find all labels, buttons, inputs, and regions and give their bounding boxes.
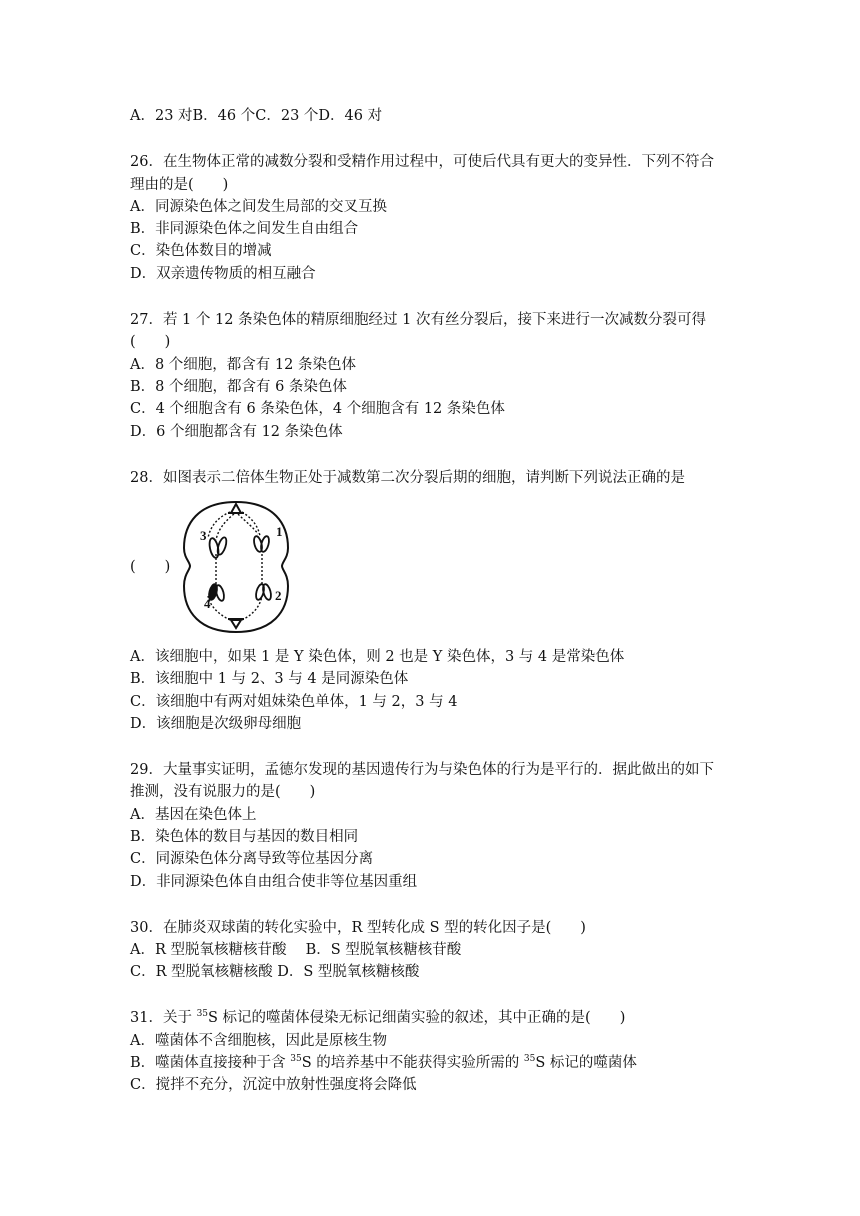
q27-stem-line1: 27．若 1 个 12 条染色体的精原细胞经过 1 次有丝分裂后，接下来进行一次减数分裂可得 xyxy=(130,312,707,328)
q28-option-b: B．该细胞中 1 与 2、3 与 4 是同源染色体 xyxy=(130,671,409,687)
q26-option-b: B．非同源染色体之间发生自由组合 xyxy=(130,221,359,237)
cell-membrane xyxy=(184,502,288,632)
q26-stem-line1: 26．在生物体正常的减数分裂和受精作用过程中，可使后代具有更大的变异性．下列不符合 xyxy=(130,154,714,170)
q27-option-a: A．8 个细胞，都含有 12 条染色体 xyxy=(130,357,356,373)
label-1: 1 xyxy=(276,524,283,539)
q30-options-cd: C．R 型脱氧核糖核酸 D．S 型脱氧核糖核酸 xyxy=(130,964,420,980)
q28-option-a: A．该细胞中，如果 1 是 Y 染色体，则 2 也是 Y 染色体，3 与 4 是常染色体 xyxy=(130,649,625,665)
q29-option-c: C．同源染色体分离导致等位基因分离 xyxy=(130,851,374,867)
q30-stem: 30．在肺炎双球菌的转化实验中，R 型转化成 S 型的转化因子是( ) xyxy=(130,920,586,936)
q25-options: A．23 对B．46 个C．23 个D．46 对 xyxy=(130,108,383,124)
q29-stem-line2: 推测，没有说服力的是( ) xyxy=(130,784,316,800)
q28-option-c: C．该细胞中有两对姐妹染色单体，1 与 2，3 与 4 xyxy=(130,694,458,710)
label-4: 4 xyxy=(204,596,211,611)
q26-option-a: A．同源染色体之间发生局部的交叉互换 xyxy=(130,199,387,215)
q29-option-b: B．染色体的数目与基因的数目相同 xyxy=(130,829,359,845)
label-2: 2 xyxy=(275,588,282,603)
q27-option-c: C．4 个细胞含有 6 条染色体，4 个细胞含有 12 条染色体 xyxy=(130,401,505,417)
label-3: 3 xyxy=(200,528,207,543)
q31-option-c: C．搅拌不充分，沉淀中放射性强度将会降低 xyxy=(130,1077,417,1093)
q29-option-a: A．基因在染色体上 xyxy=(130,807,257,823)
q26-option-c: C．染色体数目的增减 xyxy=(130,243,272,259)
spindle-fibers xyxy=(208,512,262,620)
q27-stem-line2: ( ) xyxy=(130,334,171,350)
chromosome-1 xyxy=(253,535,271,552)
q27-option-b: B．8 个细胞，都含有 6 条染色体 xyxy=(130,379,347,395)
q26-option-d: D．双亲遗传物质的相互融合 xyxy=(130,266,316,282)
top-centriole xyxy=(231,504,241,513)
q28-answer-paren: ( ) xyxy=(130,559,171,575)
chromosome-2 xyxy=(255,583,273,600)
bottom-centriole xyxy=(231,620,241,628)
q27-option-d: D．6 个细胞都含有 12 条染色体 xyxy=(130,424,343,440)
q30-options-ab: A．R 型脱氧核糖核苷酸 B．S 型脱氧核糖核苷酸 xyxy=(130,942,462,958)
q31-option-a: A．噬菌体不含细胞核，因此是原核生物 xyxy=(130,1033,387,1049)
q31-option-b: B．噬菌体直接接种于含 $^{35}$S 的培养基中不能获得实验所需的 $^{35}$S 标记的噬菌体 xyxy=(130,1054,637,1071)
q26-stem-line2: 理由的是( ) xyxy=(130,177,229,193)
cell-division-figure xyxy=(180,496,292,636)
q31-stem: 31．关于 $^{35}$S 标记的噬菌体侵染无标记细菌实验的叙述，其中正确的是( ) xyxy=(130,1009,626,1026)
q28-option-d: D．该细胞是次级卵母细胞 xyxy=(130,716,302,732)
chromosome-3 xyxy=(208,536,228,558)
q29-stem-line1: 29．大量事实证明，孟德尔发现的基因遗传行为与染色体的行为是平行的．据此做出的如下 xyxy=(130,762,714,778)
q29-option-d: D．非同源染色体自由组合使非等位基因重组 xyxy=(130,874,418,890)
q28-stem: 28．如图表示二倍体生物正处于减数第二次分裂后期的细胞，请判断下列说法正确的是 xyxy=(130,470,685,486)
